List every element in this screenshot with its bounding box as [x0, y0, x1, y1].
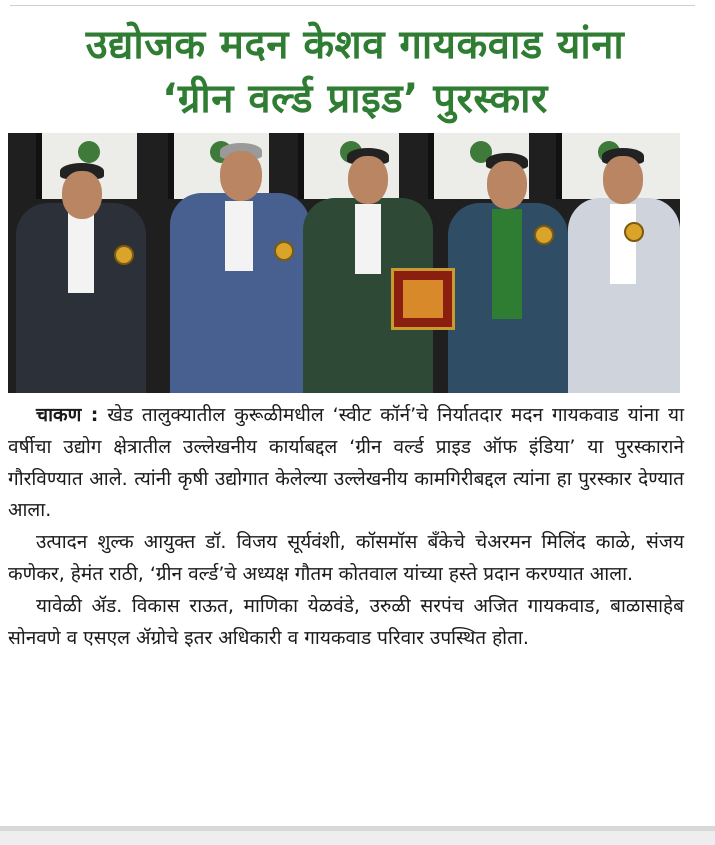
medal-badge	[624, 222, 644, 242]
headline-line-1: उद्योजक मदन केशव गायकवाड यांना	[85, 22, 625, 68]
top-rule	[10, 5, 695, 6]
award-plaque	[391, 268, 455, 330]
article-body	[8, 400, 684, 654]
face	[348, 156, 388, 204]
shirt	[610, 204, 636, 284]
green-world-logo	[78, 141, 100, 163]
paragraph-text: खेड तालुक्यातील कुरूळीमधील ‘स्वीट कॉर्न’चे निर्यातदार मदन गायकवाड यांना या वर्षीचा उद्योग क्षेत्रातील उल्लेखनीय कार्याबद्दल ‘ग्रीन वर्ल्ड प्राइड ऑफ इंडिया’ या पुरस्काराने गौरविण्यात आले. त्यांनी कृषी उद्योगात केलेल्या उल्लेखनीय कामगिरीबद्दल त्यांना हा पुरस्कार देण्यात आला.	[8, 404, 684, 522]
medal-badge	[534, 225, 554, 245]
shirt	[68, 213, 94, 293]
article-paragraph-2: उत्पादन शुल्क आयुक्त डॉ. विजय सूर्यवंशी, कॉसमॉस बँकेचे चेअरमन मिलिंद काळे, संजय कणेकर, हेमंत राठी, ‘ग्रीन वर्ल्ड’चे अध्यक्ष गौतम कोतवाल यांच्या हस्ते प्रदान करण्यात आला.	[8, 531, 684, 585]
article-paragraph-1	[8, 400, 684, 527]
face	[487, 161, 527, 209]
article-paragraph-3: यावेळी ॲड. विकास राऊत, माणिका येळवंडे, उरुळी सरपंच अजित गायकवाड, बाळासाहेब सोनवणे व एसएल ॲग्रोचे इतर अधिकारी व गायकवाड परिवार उपस्थित होता.	[8, 594, 684, 649]
face	[62, 171, 102, 219]
headline	[10, 18, 700, 126]
green-shawl	[492, 209, 522, 319]
face	[603, 156, 643, 204]
shirt	[355, 204, 381, 274]
person-5	[568, 148, 680, 393]
medal-badge	[114, 245, 134, 265]
person-2	[170, 143, 310, 393]
medal-badge	[274, 241, 294, 261]
shirt	[225, 201, 253, 271]
bottom-band	[0, 826, 715, 831]
face	[220, 151, 262, 201]
person-4-awardee	[448, 153, 568, 393]
dateline: चाकण :	[36, 404, 99, 426]
award-plaque-face	[403, 280, 443, 318]
award-ceremony-photo	[8, 133, 680, 393]
person-1	[16, 163, 146, 393]
headline-line-2: ‘ग्रीन वर्ल्ड प्राइड’ पुरस्कार	[162, 76, 548, 122]
bottom-edge	[0, 826, 715, 845]
